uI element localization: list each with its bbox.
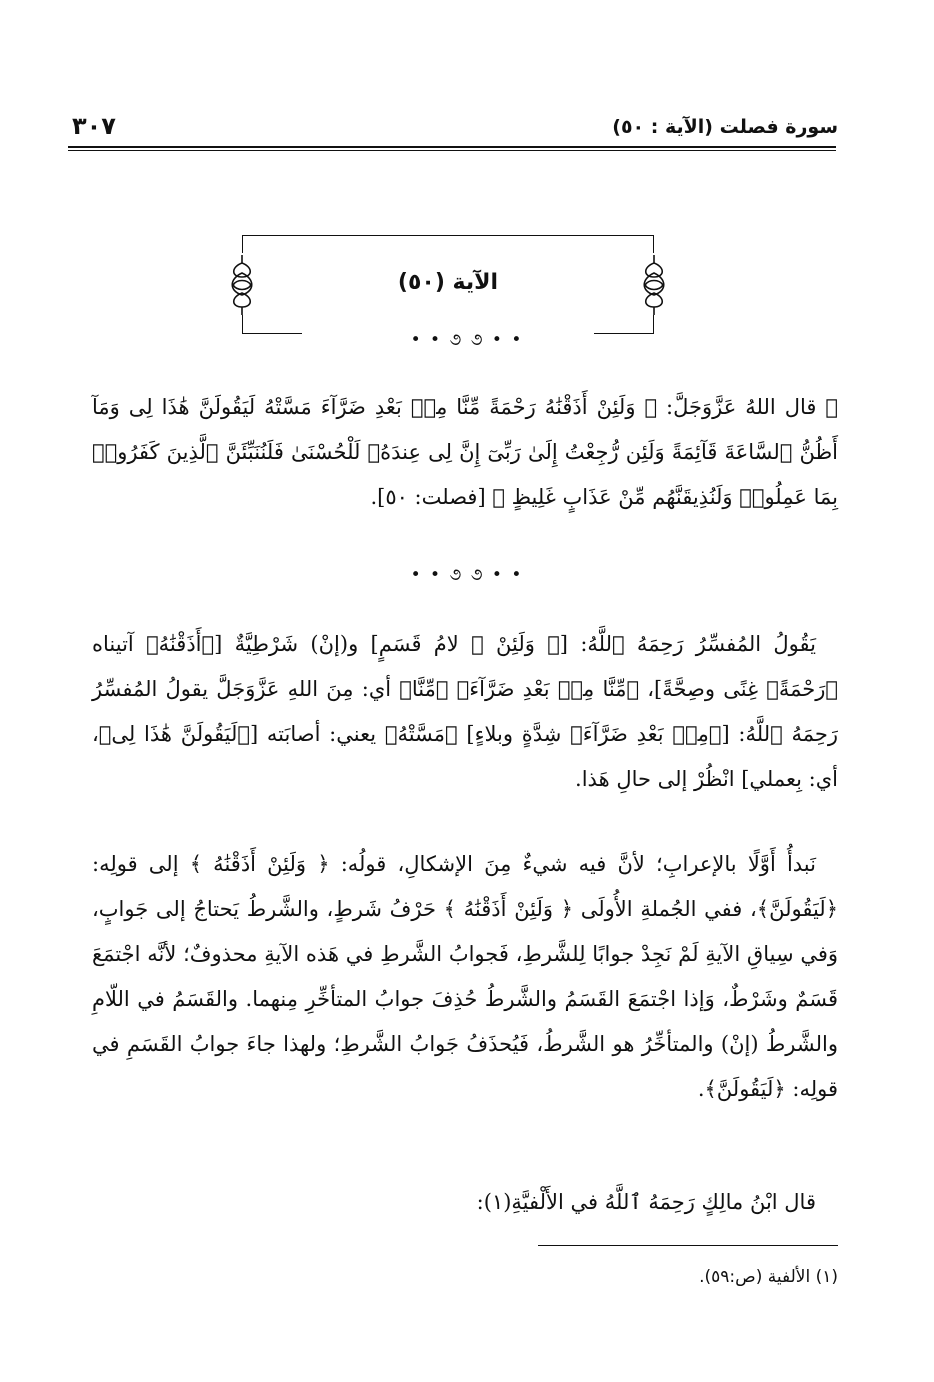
verse-text: ۞ قال اللهُ عَزَّوَجَلَّ: ﴿ وَلَئِنْ أَذَقْنَٰهُ رَحْمَةً مِّنَّا مِنۢ بَعْدِ ضَرَّآءَ مَسَّتْهُ لَيَقُولَنَّ هَٰذَا لِى وَمَآ أَظُنُّ ٱلسَّاعَةَ قَآئِمَةً وَلَئِن رُّجِعْتُ إِلَىٰ رَبِّىٓ إِنَّ لِى عِندَهُۥ لَلْحُسْنَىٰ فَلَنُنَبِّئَنَّ ٱلَّذِينَ كَفَرُوا۟ بِمَا عَمِلُوا۟ وَلَنُذِيقَنَّهُم مِّنْ عَذَابٍ غَلِيظٍ ﴾ [فصلت: ٥٠]. bbox=[92, 395, 838, 509]
footnote: (١) الألفية (ص:٥٩). bbox=[699, 1267, 838, 1287]
frame-right-edge-top bbox=[653, 235, 654, 253]
ayah-heading-frame bbox=[242, 235, 654, 335]
page-number: ٣٠٧ bbox=[72, 112, 116, 140]
quran-verse-block bbox=[92, 385, 838, 520]
running-head bbox=[72, 112, 838, 144]
ornamental-divider: • • ૭ ૭ • • bbox=[410, 565, 524, 585]
commentary-paragraph bbox=[92, 622, 838, 802]
frame-left-edge-top bbox=[242, 235, 243, 253]
surah-title: سورة فصلت (الآية : ٥٠) bbox=[612, 116, 838, 138]
grammar-paragraph bbox=[92, 842, 838, 1112]
footnote-separator bbox=[538, 1245, 838, 1246]
ayah-number-heading: الآية (٥٠) bbox=[397, 270, 499, 295]
quote-intro-paragraph bbox=[92, 1180, 838, 1225]
header-rule bbox=[68, 146, 836, 151]
ornamental-divider: • • ૭ ૭ • • bbox=[410, 330, 524, 350]
frame-top-line bbox=[242, 235, 654, 236]
paragraph-text: نَبدأُ أَوَّلًا بالإعرابِ؛ لأنَّ فيه شيءٌ مِنَ الإشكالِ، قولُه: ﴿ وَلَئِنْ أَذَقْنَٰهُ ﴾ إلى قولِه: ﴿لَيَقُولَنَّ﴾، ففي الجُملةِ الأُولَى ﴿ وَلَئِنْ أَذَقْنَٰهُ ﴾ حَرْفُ شَرطٍ، والشَّرطُ يَحتاجُ إلى جَوابٍ، وَفي سِياقِ الآيةِ لَمْ نَجِدْ جوابًا لِلشَّرطِ، فَجوابُ الشَّرطِ في هَذه الآيةِ محذوفٌ؛ لأنَّه اجْتمَعَ قَسَمٌ وشَرْطٌ، وَإذا اجْتمَعَ القَسَمُ والشَّرطُ حُذِفَ جوابُ المتأخِّرِ مِنهما. والقَسَمُ في اللّامِ والشَّرطُ (إنْ) والمتأخِّرُ هو الشَّرطُ، فَيُحذَفُ جَوابُ الشَّرطِ؛ ولهذا جاءَ جوابُ القَسَمِ في قولِه: ﴿لَيَقُولَنَّ﴾. bbox=[92, 852, 838, 1101]
paragraph-text: يَقُولُ المُفسِّرُ رَحِمَهُ ٱللَّهُ: [﴿ وَلَئِنْ ﴾ لامُ قَسَمٍ] و(إنْ) شَرْطِيَّةٌ [﴿أَذَقْنَٰهُ﴾ آتيناه ﴿رَحْمَةً﴾ غِنًى وصِحَّةً]، ﴿مِّنَّا مِنۢ بَعْدِ ضَرَّآءَ﴾ ﴿مِّنَّا﴾ أي: مِنَ اللهِ عَزَّوَجَلَّ يقولُ المُفسِّرُ رَحِمَهُ ٱللَّهُ: [﴿مِنۢ بَعْدِ ضَرَّآءَ﴾ شِدَّةٍ وبلاءٍ] ﴿مَسَّتْهُ﴾ يعني: أصابَته [﴿لَيَقُولَنَّ هَٰذَا لِى﴾، أي: بِعملي] انْظُرْ إلى حالِ هَذا. bbox=[92, 632, 838, 791]
paragraph-text: قال ابْنُ مالِكٍ رَحِمَهُ ٱللَّهُ في الأَلْفيَّةِ(١): bbox=[476, 1190, 816, 1214]
